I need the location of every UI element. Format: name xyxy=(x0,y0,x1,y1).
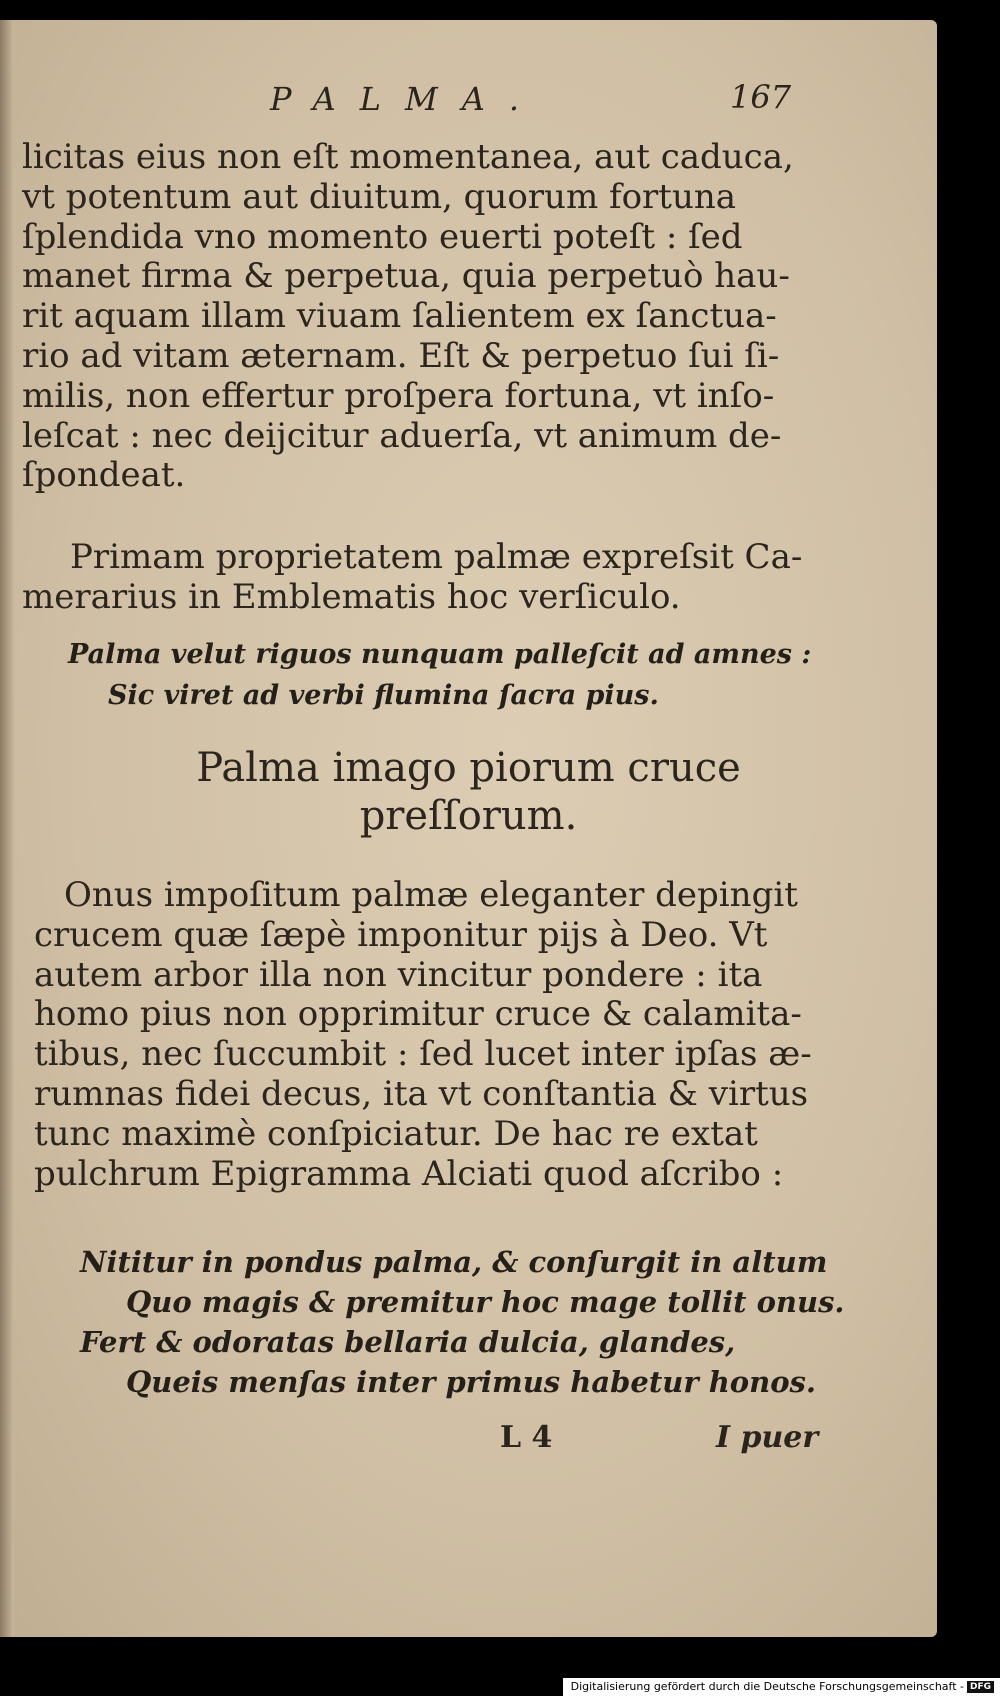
text-line: vt potentum aut diuitum, quorum fortuna xyxy=(22,176,737,217)
text-line: ſpondeat. xyxy=(22,455,186,496)
text-line: rit aquam illam viuam ſalientem ex ſanctua- xyxy=(22,296,777,337)
paragraph-3 xyxy=(34,875,812,1194)
text-line: crucem quæ ſæpè imponitur pijs à Deo. Vt xyxy=(34,914,768,955)
text-line: homo pius non opprimitur cruce & calamita- xyxy=(34,994,802,1035)
text-line: autem arbor illa non vincitur pondere : ita xyxy=(34,954,763,995)
text-line: rumnas fidei decus, ita vt conſtantia & virtus xyxy=(34,1073,809,1114)
text-line: merarius in Emblematis hoc verſiculo. xyxy=(22,576,681,617)
text-line: manet firma & perpetua, quia perpetuò hau- xyxy=(22,256,790,297)
verse-2 xyxy=(80,1242,845,1402)
verse-line: Sic viret ad verbi flumina ſacra pius. xyxy=(108,680,659,711)
digitization-credit xyxy=(563,1678,1000,1696)
paragraph-1 xyxy=(22,138,792,496)
verse-line: Quo magis & premitur hoc mage tollit onus. xyxy=(126,1285,845,1319)
text-line: ſplendida vno momento euerti poteſt : ſed xyxy=(22,216,743,257)
verse-1 xyxy=(68,634,811,716)
catchword: I puer xyxy=(716,1420,819,1455)
section-heading xyxy=(0,744,937,840)
text-line: tibus, nec ſuccumbit : ſed lucet inter ipſas æ- xyxy=(34,1034,812,1075)
text-line: pulchrum Epigramma Alciati quod aſcribo : xyxy=(34,1153,784,1194)
signature-mark: L 4 xyxy=(500,1420,553,1455)
heading-line: preſſorum. xyxy=(359,793,578,839)
text-line: Onus impoſitum palmæ eleganter depingit xyxy=(64,875,798,915)
text-line: licitas eius non eſt momentanea, aut caduca, xyxy=(22,137,794,177)
paragraph-2 xyxy=(22,537,803,618)
text-line: Primam proprietatem palmæ expreſsit Ca- xyxy=(70,537,803,577)
verse-line: Palma velut riguos nunquam palleſcit ad amnes : xyxy=(68,639,812,670)
text-line: leſcat : nec deijcitur aduerſa, vt animum de- xyxy=(22,415,782,456)
dfg-logo-badge: DFG xyxy=(967,1681,994,1693)
running-title: PALMA. xyxy=(270,80,543,118)
verse-line: Fert & odoratas bellaria dulcia, glandes, xyxy=(80,1325,736,1359)
page-number: 167 xyxy=(730,78,792,116)
verse-line: Queis menſas inter primus habetur honos. xyxy=(126,1365,816,1399)
heading-line: Palma imago piorum cruce xyxy=(196,745,741,791)
text-line: tunc maximè conſpiciatur. De hac re extat xyxy=(34,1113,758,1154)
text-line: milis, non effertur proſpera fortuna, vt inſo- xyxy=(22,375,775,416)
credit-text: Digitalisierung gefördert durch die Deutsche Forschungsgemeinschaft - xyxy=(570,1680,964,1693)
verse-line: Nititur in pondus palma, & conſurgit in altum xyxy=(80,1245,828,1279)
text-line: rio ad vitam æternam. Eſt & perpetuo ſui ſi- xyxy=(22,335,780,376)
